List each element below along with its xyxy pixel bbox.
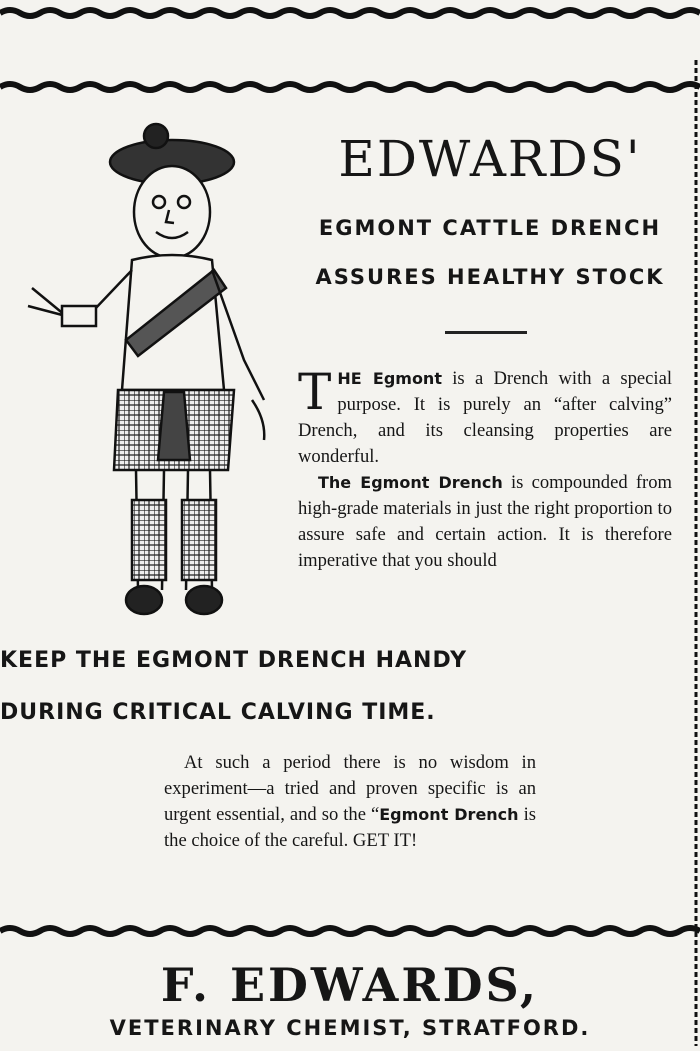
top-border-rule [0,6,700,20]
body2-product-bold: Egmont Drench [379,805,519,824]
body-text-a: is a Drench with a special purpose. It is purely an “after calving” Drench, and its cleansing properties are wonderful. [298,368,672,467]
right-border-rule [692,60,700,1046]
tagline-line-2: DURING CRITICAL CALVING TIME. [0,700,436,725]
footer-border-rule [0,924,700,938]
drop-cap: T [298,363,332,421]
body-paragraph-1 [298,363,673,574]
footer-subtitle: VETERINARY CHEMIST, STRATFORD. [109,1016,591,1040]
header-border-rule [0,80,700,94]
highlander-figure-icon [14,120,284,630]
product-bold-text: The Egmont Drench [318,473,503,492]
claim-subtitle: ASSURES HEALTHY STOCK [315,265,665,289]
body-paragraph-2 [164,750,536,854]
brand-title: EDWARDS' [338,130,642,188]
product-subtitle: EGMONT CATTLE DRENCH [318,216,662,240]
lead-bold-text: HE Egmont [337,369,442,388]
body2-text-b: is the choice of the careful. GET IT! [164,804,536,851]
tagline-line-1: KEEP THE EGMONT DRENCH HANDY [0,648,468,673]
footer-company-name: F. EDWARDS, [160,958,540,1012]
body-text-b: is compounded from high-grade materials in just the right proportion to assure safe and certain action. It is therefore imperative that you should [298,472,673,571]
section-divider [445,331,527,334]
body2-text-a: At such a period there is no wisdom in experiment—a tried and proven specific is an urgent essential, and so the “ [164,752,536,825]
